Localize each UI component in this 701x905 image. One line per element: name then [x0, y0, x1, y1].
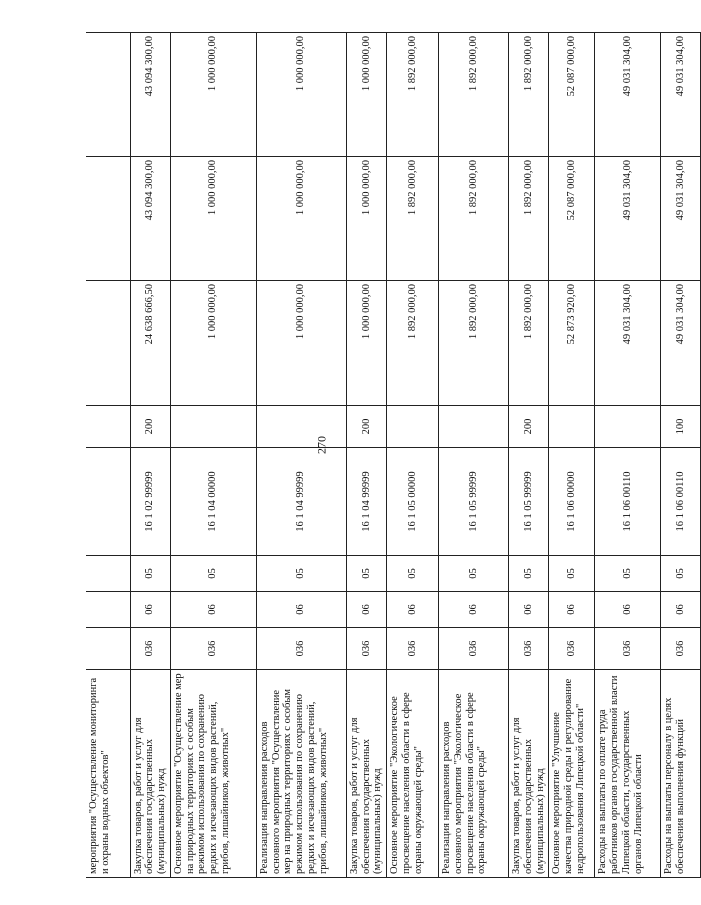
table-row: [595, 33, 661, 878]
amount-year-1: 1 892 000,00: [439, 281, 509, 406]
amount-year-1: 49 031 304,00: [595, 281, 661, 406]
amount-year-1: 1 892 000,00: [509, 281, 549, 406]
table-row: [509, 33, 549, 878]
amount-year-2: 1 892 000,00: [387, 157, 439, 281]
amount-year-2: 1 892 000,00: [439, 157, 509, 281]
row-name: мероприятия "Осуществление мониторинга и охраны водных объектов": [86, 670, 130, 878]
target-article: [86, 448, 130, 556]
row-name: Расходы на выплаты по оплате труда работников органов государственной власти Липецкой области, государственных органов Липецкой области: [595, 670, 661, 878]
ministry-code: 036: [509, 628, 549, 670]
section-code: [86, 592, 130, 628]
ministry-code: 036: [256, 628, 346, 670]
subsection-code: 05: [595, 556, 661, 592]
expense-type: 200: [130, 406, 170, 448]
expense-type: 200: [509, 406, 549, 448]
row-name: Основное мероприятие "Осуществление мер на природных территориях с особым режимом использования по сохранению редких и исчезающих видов растений, грибов, лишайников, животных": [170, 670, 256, 878]
ministry-code: 036: [661, 628, 701, 670]
target-article: 16 1 06 00110: [661, 448, 701, 556]
section-code: 06: [387, 592, 439, 628]
section-code: 06: [256, 592, 346, 628]
section-code: 06: [130, 592, 170, 628]
target-article: 16 1 05 99999: [509, 448, 549, 556]
target-article: 16 1 04 99999: [256, 448, 346, 556]
ministry-code: 036: [387, 628, 439, 670]
ministry-code: 036: [170, 628, 256, 670]
row-name: Расходы на выплаты персоналу в целях обеспечения выполнения функций: [661, 670, 701, 878]
amount-year-2: 1 000 000,00: [170, 157, 256, 281]
ministry-code: 036: [439, 628, 509, 670]
amount-year-1: 24 638 666,50: [130, 281, 170, 406]
page-number: 270: [314, 436, 329, 454]
table-row: [387, 33, 439, 878]
amount-year-1: 49 031 304,00: [661, 281, 701, 406]
amount-year-1: 1 000 000,00: [256, 281, 346, 406]
target-article: 16 1 06 00000: [549, 448, 595, 556]
amount-year-3: 1 892 000,00: [439, 33, 509, 157]
table-row: [256, 33, 346, 878]
amount-year-3: 1 892 000,00: [387, 33, 439, 157]
subsection-code: 05: [170, 556, 256, 592]
amount-year-1: 1 000 000,00: [170, 281, 256, 406]
section-code: 06: [170, 592, 256, 628]
table-row: [439, 33, 509, 878]
amount-year-2: 52 087 000,00: [549, 157, 595, 281]
row-name: Закупка товаров, работ и услуг для обеспечения государственных (муниципальных) нужд: [130, 670, 170, 878]
row-name: Основное мероприятие "Улучшение качества природной среды и регулирование недропользования Липецкой области": [549, 670, 595, 878]
amount-year-3: 1 000 000,00: [170, 33, 256, 157]
row-name: Закупка товаров, работ и услуг для обеспечения государственных (муниципальных) нужд: [346, 670, 386, 878]
table-row: [170, 33, 256, 878]
subsection-code: 05: [661, 556, 701, 592]
target-article: 16 1 06 00110: [595, 448, 661, 556]
amount-year-1: 52 873 920,00: [549, 281, 595, 406]
amount-year-2: 49 031 304,00: [595, 157, 661, 281]
section-code: 06: [509, 592, 549, 628]
amount-year-3: 49 031 304,00: [661, 33, 701, 157]
amount-year-3: 49 031 304,00: [595, 33, 661, 157]
expense-type: 200: [346, 406, 386, 448]
table-row: [86, 33, 130, 878]
section-code: 06: [439, 592, 509, 628]
amount-year-3: 1 000 000,00: [256, 33, 346, 157]
expense-type: [86, 406, 130, 448]
amount-year-2: 1 000 000,00: [256, 157, 346, 281]
amount-year-2: 43 094 300,00: [130, 157, 170, 281]
row-name: Закупка товаров, работ и услуг для обеспечения государственных (муниципальных) нужд: [509, 670, 549, 878]
subsection-code: 05: [346, 556, 386, 592]
amount-year-3: 43 094 300,00: [130, 33, 170, 157]
rotated-page: [86, 33, 686, 878]
target-article: 16 1 05 00000: [387, 448, 439, 556]
amount-year-1: [86, 281, 130, 406]
target-article: 16 1 02 99999: [130, 448, 170, 556]
expense-type: [387, 406, 439, 448]
table-row: [661, 33, 701, 878]
subsection-code: 05: [509, 556, 549, 592]
subsection-code: 05: [387, 556, 439, 592]
amount-year-3: 52 087 000,00: [549, 33, 595, 157]
amount-year-2: 49 031 304,00: [661, 157, 701, 281]
expense-type: [439, 406, 509, 448]
expense-type: [170, 406, 256, 448]
subsection-code: 05: [549, 556, 595, 592]
target-article: 16 1 04 00000: [170, 448, 256, 556]
table-row: [130, 33, 170, 878]
section-code: 06: [549, 592, 595, 628]
expense-type: [549, 406, 595, 448]
subsection-code: 05: [439, 556, 509, 592]
target-article: 16 1 05 99999: [439, 448, 509, 556]
amount-year-2: 1 892 000,00: [509, 157, 549, 281]
expense-type: [256, 406, 346, 448]
subsection-code: 05: [130, 556, 170, 592]
amount-year-3: 1 892 000,00: [509, 33, 549, 157]
row-name: Основное мероприятие "Экологическое просвещение населения области в сфере охраны окружающей среды": [387, 670, 439, 878]
ministry-code: [86, 628, 130, 670]
ministry-code: 036: [595, 628, 661, 670]
section-code: 06: [595, 592, 661, 628]
section-code: 06: [661, 592, 701, 628]
amount-year-2: [86, 157, 130, 281]
target-article: 16 1 04 99999: [346, 448, 386, 556]
budget-table: [86, 32, 701, 878]
ministry-code: 036: [549, 628, 595, 670]
subsection-code: [86, 556, 130, 592]
table-row: [549, 33, 595, 878]
amount-year-3: 1 000 000,00: [346, 33, 386, 157]
amount-year-1: 1 000 000,00: [346, 281, 386, 406]
amount-year-1: 1 892 000,00: [387, 281, 439, 406]
table-body: [86, 33, 701, 878]
ministry-code: 036: [346, 628, 386, 670]
row-name: Реализация направления расходов основного мероприятия "Экологическое просвещение населения области в сфере охраны окружающей среды": [439, 670, 509, 878]
section-code: 06: [346, 592, 386, 628]
table-row: [346, 33, 386, 878]
row-name: Реализация направления расходов основного мероприятия "Осуществление мер на природных территориях с особым режимом использования по сохранению редких и исчезающих видов растений, грибов, лишайников, животных": [256, 670, 346, 878]
expense-type: [595, 406, 661, 448]
expense-type: 100: [661, 406, 701, 448]
amount-year-2: 1 000 000,00: [346, 157, 386, 281]
subsection-code: 05: [256, 556, 346, 592]
amount-year-3: [86, 33, 130, 157]
ministry-code: 036: [130, 628, 170, 670]
